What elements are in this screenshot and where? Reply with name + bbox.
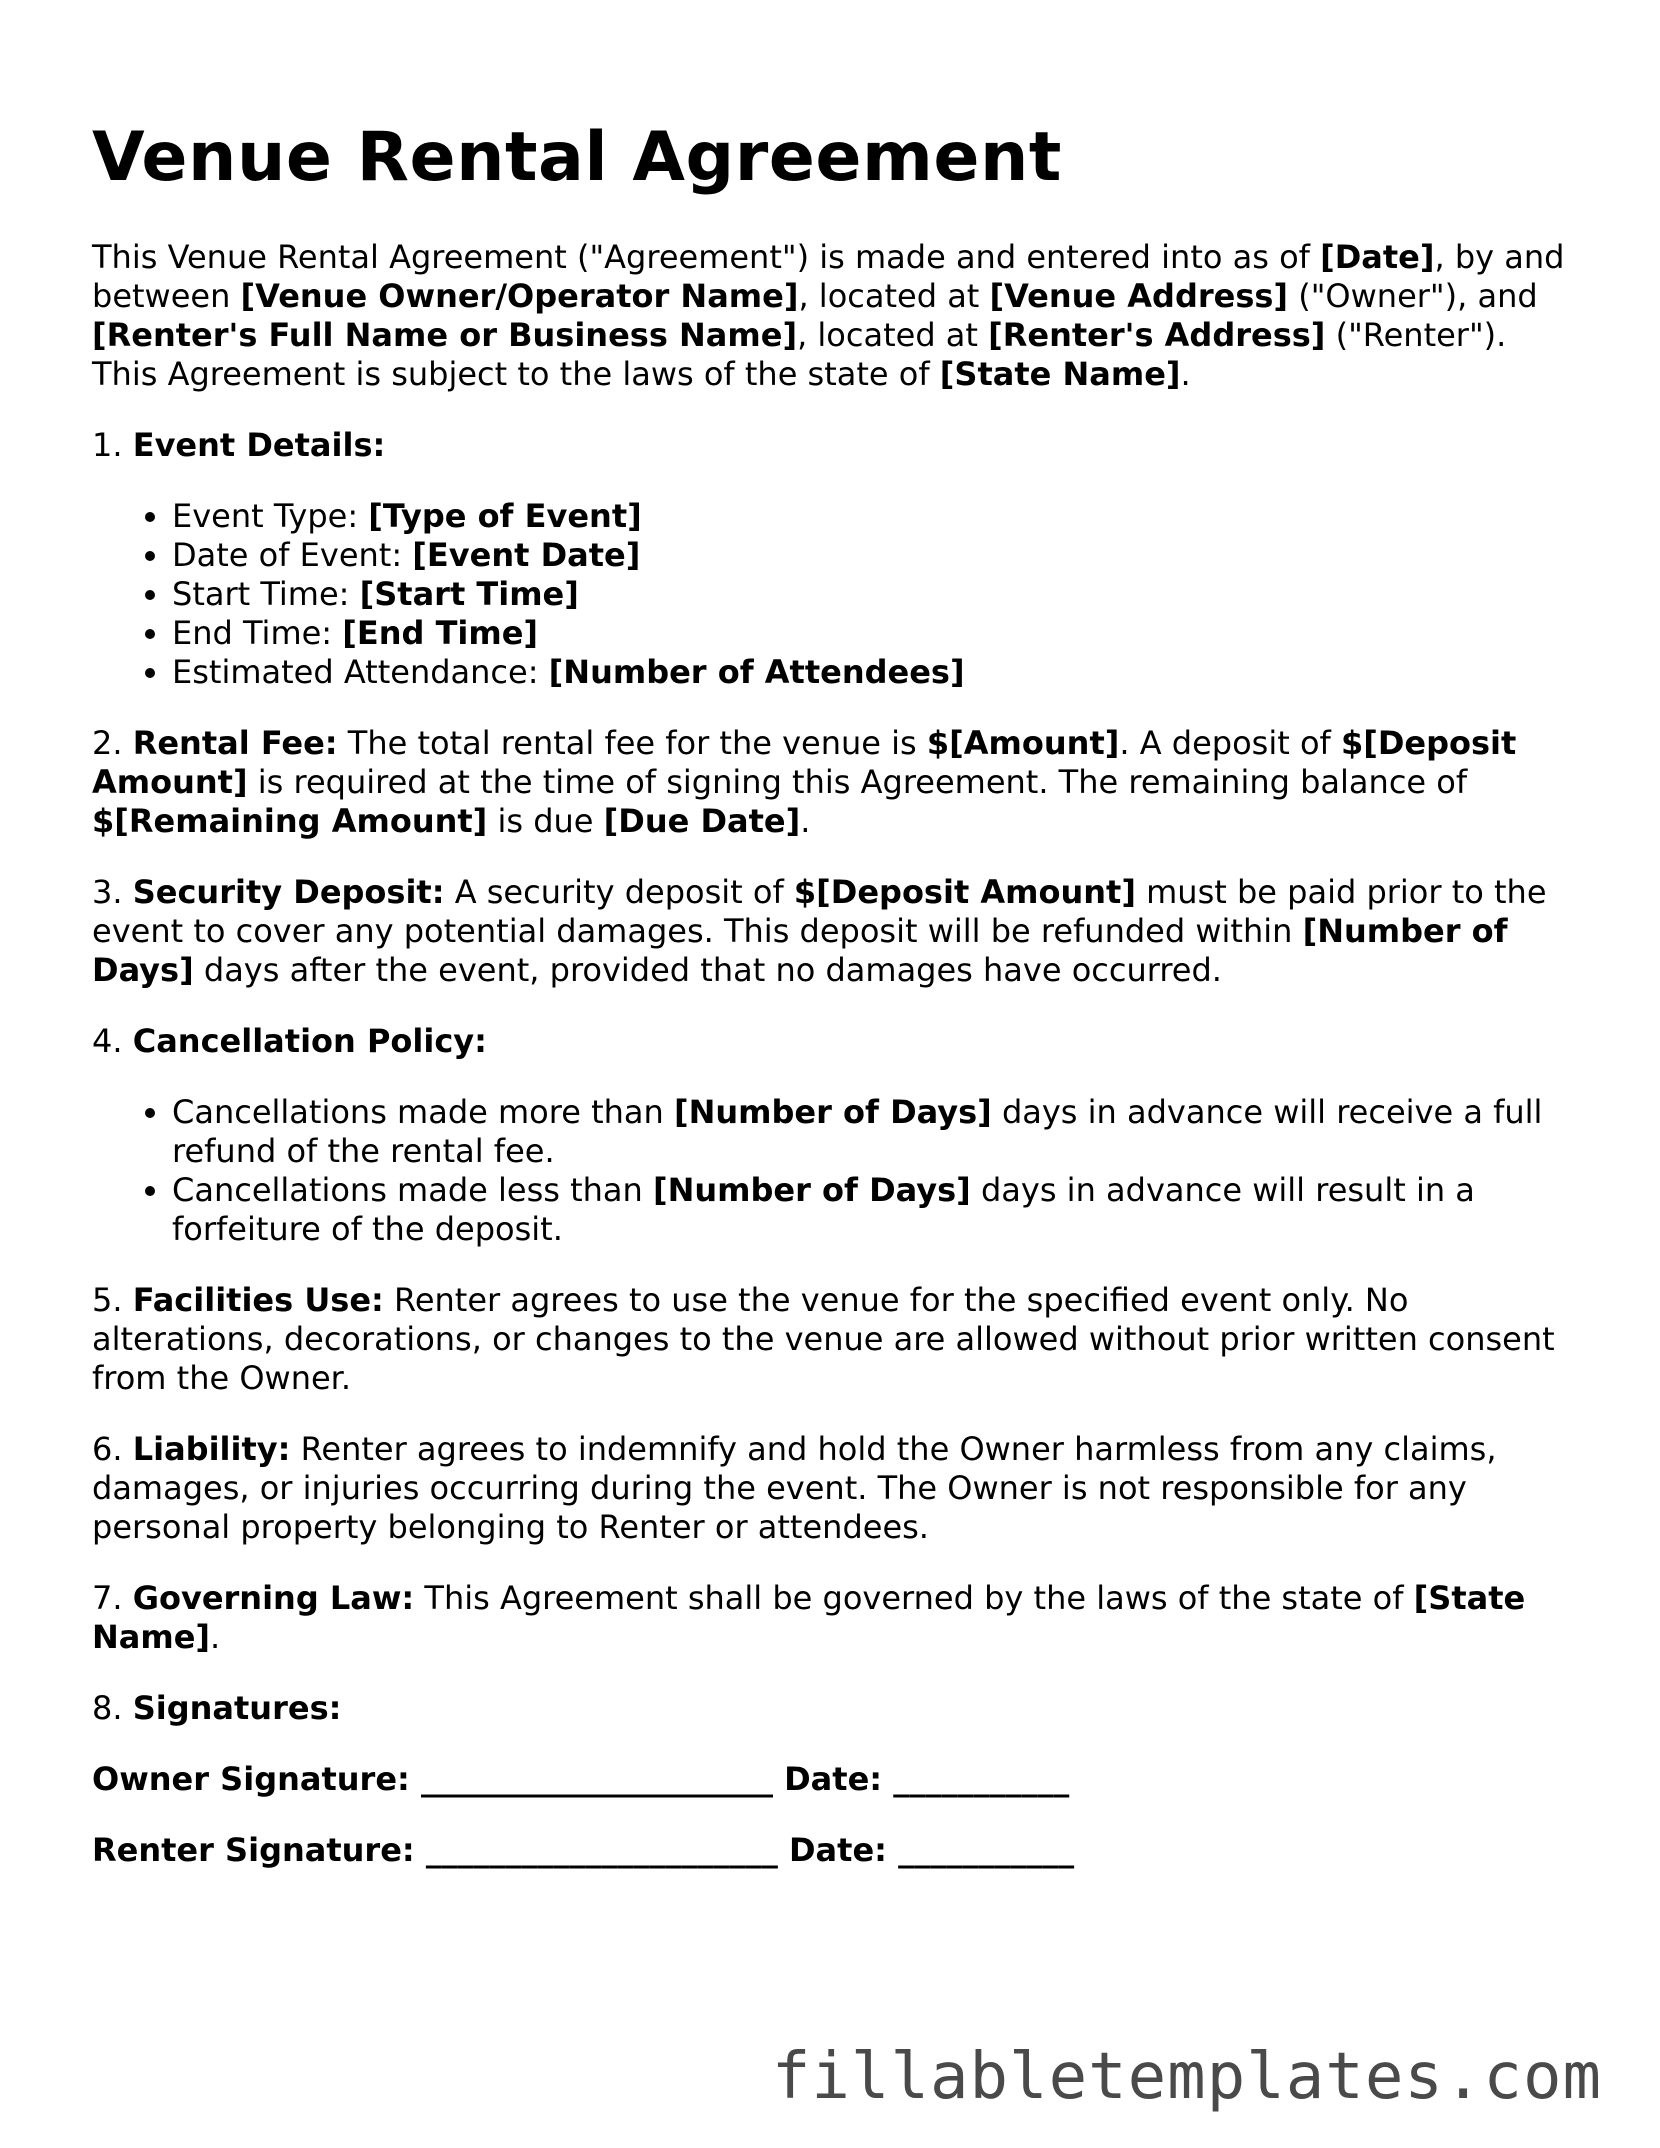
intro-text: ("Owner"), and (1288, 277, 1538, 315)
section-text: days after the event, provided that no damages have occurred. (193, 951, 1222, 989)
date-label: Date: (772, 1760, 894, 1798)
list-item (172, 536, 1568, 575)
section-text: A security deposit of (444, 873, 794, 911)
section-facilities-use (92, 1281, 1568, 1398)
event-details-list (92, 497, 1568, 692)
section-number: 5. (92, 1281, 133, 1319)
section-number: 1. (92, 426, 133, 464)
section-text: must be paid prior to the event to cover any potential damages. This deposit will be refunded within (92, 873, 1547, 950)
section-text: is required at the time of signing this Agreement. The remaining balance of (247, 763, 1468, 801)
intro-text: ("Renter"). This Agreement is subject to the laws of the state of (92, 316, 1507, 393)
item-label: Event Type: (172, 497, 369, 535)
intro-text: . (1180, 355, 1191, 393)
section-number: 6. (92, 1430, 133, 1468)
item-text: days in advance will receive a full refund of the rental fee. (172, 1093, 1543, 1170)
section-number: 8. (92, 1689, 133, 1727)
state-placeholder: [State Name] (92, 1579, 1526, 1656)
intro-text: This Venue Rental Agreement ("Agreement") is made and entered into as of (92, 238, 1321, 276)
item-placeholder: [End Time] (342, 614, 539, 652)
list-item (172, 653, 1568, 692)
signature-label: Renter Signature: (92, 1831, 426, 1869)
item-placeholder: [Number of Attendees] (548, 653, 965, 691)
page-title: Venue Rental Agreement (92, 118, 1062, 197)
intro-text: , located at (798, 277, 990, 315)
section-signatures (92, 1689, 1568, 1728)
intro-text: , by and between (92, 238, 1565, 315)
owner-date-field[interactable]: ___________ (893, 1760, 1070, 1798)
section-text: . (800, 802, 811, 840)
item-text: Cancellations made less than (172, 1171, 653, 1209)
deposit-placeholder: $[Deposit Amount] (793, 873, 1136, 911)
section-number: 2. (92, 724, 133, 762)
section-number: 7. (92, 1579, 133, 1617)
renter-name-placeholder: [Renter's Full Name or Business Name] (92, 316, 798, 354)
list-item (172, 1093, 1568, 1171)
item-label: End Time: (172, 614, 343, 652)
watermark: fillabletemplates.com (771, 2040, 1602, 2114)
item-label: Start Time: (172, 575, 360, 613)
section-text: Renter agrees to indemnify and hold the Owner harmless from any claims, damages, or injuries occurring during the event. The Owner is not responsible for any personal property belonging to Renter or attendees. (92, 1430, 1497, 1546)
section-text: The total rental fee for the venue is (337, 724, 927, 762)
section-heading: Signatures: (132, 1689, 342, 1727)
days-placeholder: [Number of Days] (652, 1171, 971, 1209)
section-cancellation-policy (92, 1022, 1568, 1061)
owner-signature-field[interactable]: ______________________ (420, 1760, 773, 1798)
date-placeholder: [Date] (1320, 238, 1435, 276)
item-label: Date of Event: (172, 536, 413, 574)
venue-address-placeholder: [Venue Address] (989, 277, 1289, 315)
section-text: is due (487, 802, 604, 840)
amount-placeholder: $[Amount] (926, 724, 1120, 762)
days-placeholder: [Number of Days] (92, 912, 1508, 989)
date-label: Date: (777, 1831, 899, 1869)
item-label: Estimated Attendance: (172, 653, 549, 691)
section-text: Renter agrees to use the venue for the specified event only. No alterations, decorations, or changes to the venue are allowed without prior written consent from the Owner. (92, 1281, 1555, 1397)
renter-date-field[interactable]: ___________ (898, 1831, 1075, 1869)
deposit-placeholder: $[Deposit Amount] (92, 724, 1517, 801)
section-heading: Security Deposit: (132, 873, 445, 911)
list-item (172, 575, 1568, 614)
section-event-details (92, 426, 1568, 465)
section-text: . (210, 1618, 221, 1656)
renter-signature-field[interactable]: ______________________ (425, 1831, 778, 1869)
due-date-placeholder: [Due Date] (603, 802, 801, 840)
remaining-placeholder: $[Remaining Amount] (92, 802, 488, 840)
owner-name-placeholder: [Venue Owner/Operator Name] (240, 277, 799, 315)
list-item (172, 1171, 1568, 1249)
section-heading: Liability: (132, 1430, 291, 1468)
intro-paragraph (92, 238, 1568, 394)
section-heading: Facilities Use: (132, 1281, 384, 1319)
renter-signature-line (92, 1831, 1568, 1870)
renter-address-placeholder: [Renter's Address] (988, 316, 1326, 354)
section-heading: Governing Law: (132, 1579, 415, 1617)
section-number: 4. (92, 1022, 133, 1060)
days-placeholder: [Number of Days] (673, 1093, 992, 1131)
item-placeholder: [Type of Event] (368, 497, 642, 535)
section-heading: Cancellation Policy: (132, 1022, 487, 1060)
section-governing-law (92, 1579, 1568, 1657)
section-liability (92, 1430, 1568, 1547)
item-placeholder: [Start Time] (359, 575, 579, 613)
state-placeholder: [State Name] (939, 355, 1181, 393)
signature-label: Owner Signature: (92, 1760, 421, 1798)
item-text: Cancellations made more than (172, 1093, 674, 1131)
cancellation-list (92, 1093, 1568, 1249)
list-item (172, 497, 1568, 536)
owner-signature-line (92, 1760, 1568, 1799)
section-rental-fee (92, 724, 1568, 841)
section-heading: Rental Fee: (132, 724, 338, 762)
section-heading: Event Details: (132, 426, 386, 464)
intro-text: , located at (797, 316, 989, 354)
section-security-deposit (92, 873, 1568, 990)
section-number: 3. (92, 873, 133, 911)
list-item (172, 614, 1568, 653)
section-text: . A deposit of (1119, 724, 1341, 762)
item-placeholder: [Event Date] (412, 536, 641, 574)
item-text: days in advance will result in a forfeiture of the deposit. (172, 1171, 1475, 1248)
section-text: This Agreement shall be governed by the laws of the state of (414, 1579, 1414, 1617)
